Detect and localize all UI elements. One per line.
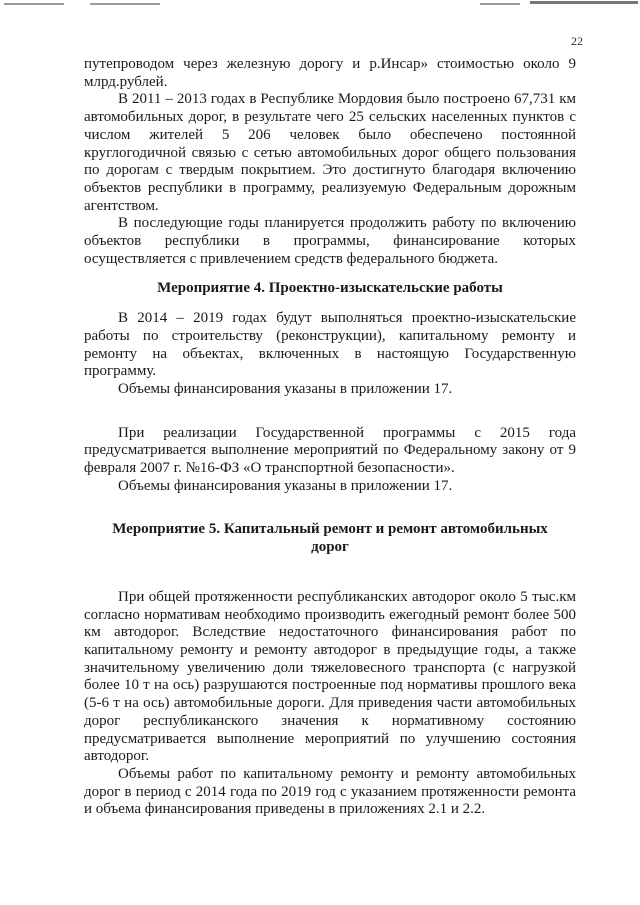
section-heading-5: Мероприятие 5. Капитальный ремонт и ремонт автомобильных дорог bbox=[112, 521, 548, 556]
paragraph: В 2014 – 2019 годах будут выполняться проектно-изыскательские работы по строительству (реконструкции), капитальному ремонту и ремонту на объектах, включенных в настоящую Государственную программу. bbox=[84, 310, 576, 380]
paragraph: При реализации Государственной программы с 2015 года предусматривается выполнение мероприятий по Федеральному закону от 9 февраля 2007 г. №16-ФЗ «О транспортной безопасности». bbox=[84, 424, 576, 477]
paragraph: Объемы финансирования указаны в приложении 17. bbox=[118, 477, 453, 494]
paragraph: При общей протяженности республиканских автодорог около 5 тыс.км согласно нормативам необходимо производить ежегодный ремонт более 500 км автодорог. Вследствие недостаточного финансирования работ по капитальному ремонту и ремонту автодорог в предыдущие годы, а также значительному увеличению доли тяжеловесного транспорта (с нагрузкой более 10 т на ось) разрушаются построенные под нормативы прошлого века (5-6 т на ось) автомобильные дороги. Для приведения части автомобильных дорог республиканского значения к нормативному состоянию предусматривается выполнение мероприятий по улучшению состояния автодорог. bbox=[84, 588, 576, 765]
paragraph: Объемы работ по капитальному ремонту и ремонту автомобильных дорог в период с 2014 года по 2019 год с указанием протяженности ремонта и объема финансирования приведены в приложениях 2.1 и 2.2. bbox=[84, 765, 576, 818]
paragraph: В последующие годы планируется продолжить работу по включению объектов республики в программы, финансирование которых осуществляется с привлечением средств федерального бюджета. bbox=[84, 215, 576, 267]
paragraph: В 2011 – 2013 годах в Республике Мордовия было построено 67,731 км автомобильных дорог, в результате чего 25 сельских населенных пунктов с числом жителей 5 206 человек было обеспечено постоянной круглогодичной связью с сетью автомобильных дорог общего пользования по дорогам с твердым покрытием. Это достигнуто благодаря включению объектов республики в программу, реализуемую Федеральным дорожным агентством. bbox=[84, 91, 576, 214]
section-heading-4: Мероприятие 4. Проектно-изыскательские работы bbox=[157, 280, 503, 297]
paragraph: путепроводом через железную дорогу и р.Инсар» стоимостью около 9 млрд.рублей. bbox=[84, 56, 576, 90]
page-number: 22 bbox=[571, 34, 583, 48]
scan-artifact-top bbox=[0, 0, 640, 10]
paragraph: Объемы финансирования указаны в приложении 17. bbox=[118, 380, 453, 397]
document-body bbox=[84, 56, 576, 819]
